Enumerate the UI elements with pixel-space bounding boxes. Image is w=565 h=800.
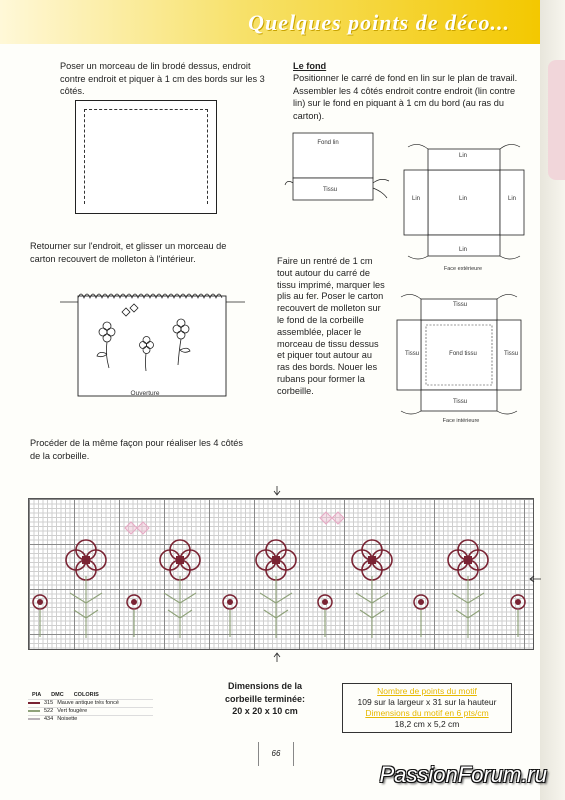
tissu-left-label: Tissu — [404, 351, 420, 357]
motif-size-title: Dimensions du motif en 6 pts/cm — [365, 708, 489, 718]
next-page-strip — [548, 60, 565, 180]
step-1-text: Poser un morceau de lin brodé dessus, endroit contre endroit et piquer à 1 cm des bords sur les 3 côtés. — [60, 61, 265, 96]
legend-color-name: Mauve antique très foncé — [57, 700, 119, 706]
step-3-text: Procéder de la même façon pour réaliser les 4 côtés de la corbeille. — [30, 438, 243, 461]
face-exterieure-label: Face extérieure — [443, 266, 483, 272]
butterfly — [125, 522, 149, 534]
small-flower-center — [322, 599, 328, 605]
thread-legend — [28, 692, 153, 722]
lin-left-label: Lin — [411, 196, 420, 202]
seam-line — [84, 109, 208, 204]
legend-row — [28, 715, 153, 722]
legend-dmc: 315 — [44, 700, 54, 706]
small-flower-center — [37, 599, 43, 605]
legend-swatch — [28, 718, 40, 720]
legend-color-name: Vert fougère — [57, 708, 88, 714]
lin-top-label: Lin — [458, 153, 467, 159]
motif-info-box — [342, 683, 512, 733]
legend-swatch — [28, 702, 40, 704]
stitch-count-title: Nombre de points du motif — [377, 686, 477, 696]
legend-col-pia: PIA — [32, 692, 42, 698]
step-1-diagram — [75, 100, 217, 214]
small-flower-center — [515, 599, 521, 605]
fond-tissu-label: Fond tissu — [449, 351, 477, 357]
header-band — [0, 0, 540, 44]
lin-center-label: Lin — [458, 196, 467, 202]
leaf-stem — [164, 576, 196, 638]
flower-center — [82, 556, 90, 564]
tissu-label: Tissu — [322, 187, 338, 193]
flower-center — [368, 556, 376, 564]
tissu-top-label: Tissu — [452, 302, 468, 308]
small-flower-center — [418, 599, 424, 605]
flower-center — [464, 556, 472, 564]
step-2-text: Retourner sur l'endroit, et glisser un morceau de carton recouvert de molleton à l'intérieur. — [30, 241, 227, 264]
stitch-count: 109 sur la largeur x 31 sur la hauteur — [357, 697, 497, 707]
ouverture-label: Ouverture — [130, 390, 160, 397]
watermark: PassionForum.ru — [379, 762, 547, 787]
finished-dimensions — [215, 680, 315, 718]
dims-line-1: Dimensions de la — [227, 681, 303, 691]
legend-row — [28, 707, 153, 714]
tissu-bottom-label: Tissu — [452, 399, 468, 405]
center-marker-side — [528, 574, 542, 584]
butterfly — [320, 512, 344, 524]
leaf-stem — [356, 576, 388, 638]
legend-col-dmc: DMC — [51, 692, 64, 698]
center-markers — [272, 486, 282, 662]
legend-header — [28, 692, 153, 698]
dims-line-3: 20 x 20 x 10 cm — [232, 706, 298, 716]
legend-dmc: 434 — [44, 716, 54, 722]
motif-size: 18,2 cm x 5,2 cm — [394, 719, 460, 729]
face-interieure-label: Face intérieure — [442, 418, 480, 424]
page-number: 66 — [258, 742, 294, 766]
small-flower-center — [131, 599, 137, 605]
dims-line-2: corbeille terminée: — [224, 693, 306, 704]
finishing-text: Faire un rentré de 1 cm tout autour du carré de tissu imprimé, marquer les plis au fer. Poser le carton recouvert de molleton sur le fond de la corbeille assemblée, placer le morceau de tissu dessus et piquer tout autour au ras des bords. Nouer les rubans pour former la corbeille. — [277, 256, 385, 396]
page-title: Quelques points de déco... — [248, 10, 510, 35]
flower-center — [176, 556, 184, 564]
legend-color-name: Noisette — [57, 716, 78, 722]
fond-lin-label: Fond lin — [317, 140, 339, 146]
lin-right-label: Lin — [507, 196, 516, 202]
lin-bottom-label: Lin — [458, 247, 467, 253]
legend-swatch — [28, 710, 40, 712]
pouch-illustration — [60, 280, 245, 405]
small-flower-center — [227, 599, 233, 605]
tissu-right-label: Tissu — [503, 351, 519, 357]
leaf-stem — [452, 576, 484, 638]
leaf-stem — [70, 576, 102, 638]
legend-dmc: 522 — [44, 708, 54, 714]
fond-text: Positionner le carré de fond en lin sur le plan de travail. Assembler les 4 côtés endroit contre endroit (lin contre lin) sur le fond en piquant à 1 cm du bord (au ras du carton). — [293, 73, 518, 121]
legend-col-coloris: COLORIS — [73, 692, 99, 698]
fond-heading: Le fond — [293, 61, 327, 71]
legend-row — [28, 699, 153, 706]
